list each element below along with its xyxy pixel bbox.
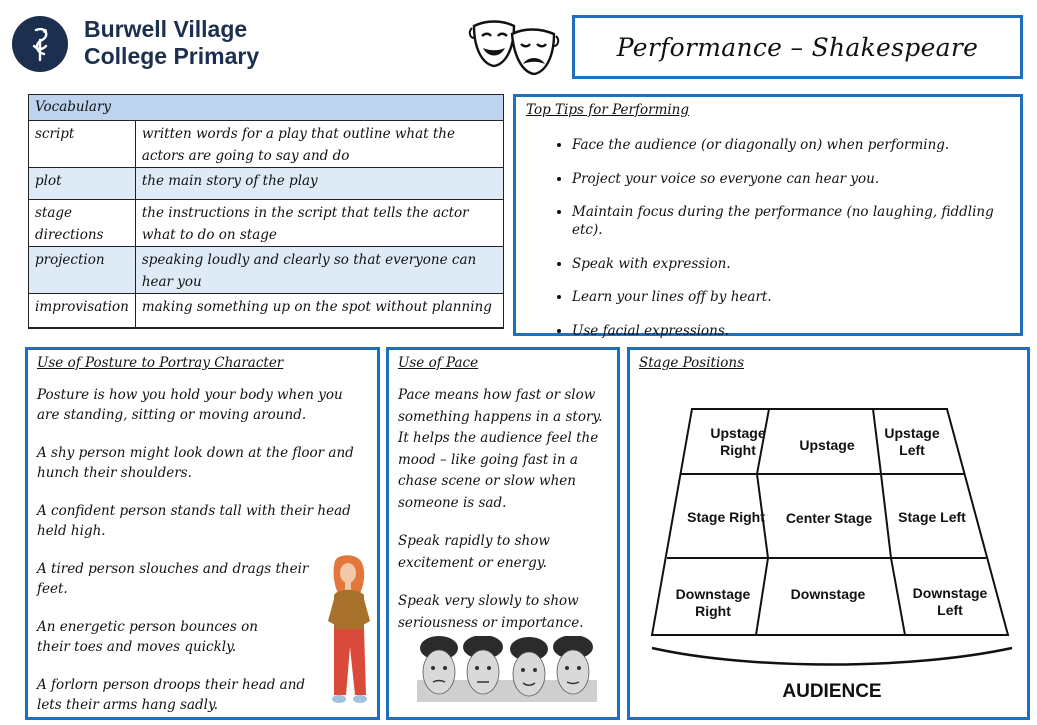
vocab-definition: the main story of the play: [135, 168, 503, 200]
posture-paragraph: A forlorn person droops their head and lets their arms hang sadly.: [37, 677, 306, 713]
stage-positions-heading: Stage Positions: [639, 355, 745, 371]
stage-cell-upstage-left: Upstage Left: [884, 425, 940, 458]
vocab-term: script: [29, 121, 136, 168]
school-name: [84, 16, 259, 70]
stage-cell-center-stage: Center Stage: [785, 510, 873, 526]
list-item: • Maintain focus during the performance (no laughing, fiddling etc).: [572, 203, 1010, 239]
audience-label: AUDIENCE: [782, 681, 882, 702]
stage-cell-upstage: Upstage: [799, 437, 855, 453]
list-item: • Project your voice so everyone can hear you.: [572, 170, 1010, 188]
vocabulary-heading: Vocabulary: [29, 95, 504, 121]
stage-cell-downstage-right: Downstage Right: [675, 586, 751, 619]
vocab-term: improvisation: [29, 294, 136, 328]
vocab-definition: the instructions in the script that tells the actor what to do on stage: [135, 200, 503, 247]
vocab-definition: written words for a play that outline what the actors are going to say and do: [135, 121, 503, 168]
top-tips-panel: [513, 94, 1023, 339]
stage-cell-stage-right: Stage Right: [687, 509, 765, 525]
posture-paragraph: A tired person slouches and drags their feet.: [37, 561, 309, 597]
vocabulary-table: [28, 94, 504, 329]
table-row: [29, 121, 504, 168]
pace-paragraph: Speak rapidly to show excitement or energy.: [398, 533, 550, 571]
top-tips-list: [526, 136, 1010, 340]
posture-paragraph: Posture is how you hold your body when you are standing, sitting or moving around.: [37, 387, 343, 423]
posture-paragraph: An energetic person bounces on their toes and moves quickly.: [37, 619, 258, 655]
posture-heading: Use of Posture to Portray Character: [37, 355, 284, 371]
girl-illustration: [326, 555, 372, 709]
stage-cell-stage-left: Stage Left: [898, 509, 966, 525]
stage-cell-upstage-right: Upstage Right: [710, 425, 766, 458]
table-row: [29, 247, 504, 294]
posture-paragraph: A confident person stands tall with their head held high.: [37, 503, 351, 539]
table-row: [29, 294, 504, 328]
stage-positions-panel: [627, 347, 1030, 720]
list-item: • Learn your lines off by heart.: [572, 288, 1010, 306]
stage-cell-downstage-left: Downstage Left: [912, 585, 988, 618]
pace-paragraph: Pace means how fast or slow something happens in a story. It helps the audience feel the mood – like going fast in a chase scene or slow when someone is sad.: [398, 387, 603, 511]
school-name-line2: College Primary: [84, 43, 260, 69]
pace-heading: Use of Pace: [398, 355, 479, 371]
pace-paragraph: Speak very slowly to show seriousness or importance.: [398, 593, 584, 631]
theatre-masks-icon: [468, 18, 560, 84]
vocab-term: projection: [29, 247, 136, 294]
list-item: • Speak with expression.: [572, 255, 1010, 273]
page-title: Performance – Shakespeare: [616, 32, 979, 62]
school-logo: [12, 16, 68, 72]
vocabulary-header-row: [29, 95, 504, 121]
top-tips-heading: Top Tips for Performing: [526, 102, 690, 118]
table-row: [29, 200, 504, 247]
posture-panel: [25, 347, 380, 720]
vocab-term: plot: [29, 168, 136, 200]
school-name-line1: Burwell Village: [84, 16, 248, 42]
vocab-term: stage directions: [29, 200, 136, 247]
list-item: • Face the audience (or diagonally on) when performing.: [572, 136, 1010, 154]
stage-cell-downstage: Downstage: [790, 586, 866, 602]
title-box: [572, 15, 1023, 79]
vocab-definition: making something up on the spot without planning: [135, 294, 503, 328]
table-row: [29, 168, 504, 200]
faces-photo: [417, 636, 597, 706]
pace-panel: [386, 347, 620, 720]
stage-diagram: [630, 350, 1027, 717]
posture-paragraph: A shy person might look down at the floor and hunch their shoulders.: [37, 445, 354, 481]
vocab-definition: speaking loudly and clearly so that everyone can hear you: [135, 247, 503, 294]
list-item: • Use facial expressions.: [572, 322, 1010, 340]
